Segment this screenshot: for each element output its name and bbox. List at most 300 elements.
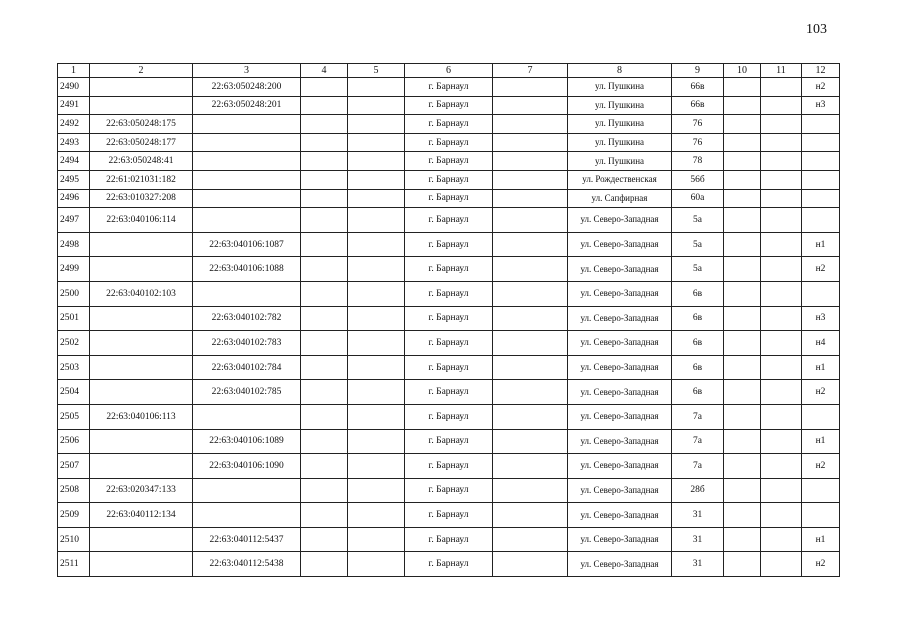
column-header: 10 <box>724 64 761 78</box>
column-10-cell <box>724 552 761 577</box>
column-4-cell <box>301 170 348 189</box>
column-10-cell <box>724 404 761 429</box>
column-5-cell <box>348 189 405 208</box>
column-4-cell <box>301 115 348 134</box>
land-cadastral-cell: 22:61:021031:182 <box>90 170 193 189</box>
column-5-cell <box>348 454 405 479</box>
premise-cell: н2 <box>802 552 840 577</box>
city-cell: г. Барнаул <box>405 404 493 429</box>
column-10-cell <box>724 208 761 233</box>
city-cell: г. Барнаул <box>405 503 493 528</box>
street-cell: ул. Пушкина <box>568 133 672 152</box>
column-11-cell <box>761 355 802 380</box>
premise-cell <box>802 404 840 429</box>
city-cell: г. Барнаул <box>405 208 493 233</box>
column-4-cell <box>301 96 348 115</box>
row-number-cell: 2503 <box>58 355 90 380</box>
street-cell: ул. Северо-Западная <box>568 208 672 233</box>
column-4-cell <box>301 454 348 479</box>
column-7-cell <box>493 96 568 115</box>
premise-cell <box>802 133 840 152</box>
column-5-cell <box>348 152 405 171</box>
premise-cell <box>802 503 840 528</box>
street-cell: ул. Северо-Западная <box>568 232 672 257</box>
row-number-cell: 2497 <box>58 208 90 233</box>
column-11-cell <box>761 552 802 577</box>
column-11-cell <box>761 454 802 479</box>
column-10-cell <box>724 454 761 479</box>
column-header: 2 <box>90 64 193 78</box>
object-cadastral-cell: 22:63:050248:201 <box>193 96 301 115</box>
house-number-cell: 66в <box>672 96 724 115</box>
column-4-cell <box>301 306 348 331</box>
table-row <box>58 78 840 97</box>
premise-cell: н2 <box>802 380 840 405</box>
column-4-cell <box>301 133 348 152</box>
house-number-cell: 31 <box>672 552 724 577</box>
street-cell: ул. Северо-Западная <box>568 454 672 479</box>
house-number-cell: 76 <box>672 133 724 152</box>
row-number-cell: 2499 <box>58 257 90 282</box>
column-5-cell <box>348 478 405 503</box>
street-cell: ул. Северо-Западная <box>568 380 672 405</box>
row-number-cell: 2494 <box>58 152 90 171</box>
street-cell: ул. Северо-Западная <box>568 306 672 331</box>
column-4-cell <box>301 404 348 429</box>
column-4-cell <box>301 380 348 405</box>
table-row <box>58 355 840 380</box>
street-cell: ул. Пушкина <box>568 96 672 115</box>
row-number-cell: 2498 <box>58 232 90 257</box>
table-row <box>58 96 840 115</box>
table-row <box>58 170 840 189</box>
house-number-cell: 5а <box>672 232 724 257</box>
premise-cell <box>802 281 840 306</box>
column-4-cell <box>301 355 348 380</box>
column-11-cell <box>761 281 802 306</box>
object-cadastral-cell: 22:63:040106:1089 <box>193 429 301 454</box>
column-4-cell <box>301 429 348 454</box>
column-5-cell <box>348 232 405 257</box>
street-cell: ул. Северо-Западная <box>568 331 672 356</box>
table-row <box>58 232 840 257</box>
object-cadastral-cell: 22:63:040106:1088 <box>193 257 301 282</box>
object-cadastral-cell: 22:63:040102:785 <box>193 380 301 405</box>
column-7-cell <box>493 78 568 97</box>
row-number-cell: 2511 <box>58 552 90 577</box>
column-10-cell <box>724 78 761 97</box>
column-4-cell <box>301 152 348 171</box>
land-cadastral-cell: 22:63:040112:134 <box>90 503 193 528</box>
table-row <box>58 454 840 479</box>
premise-cell: н2 <box>802 454 840 479</box>
column-5-cell <box>348 281 405 306</box>
table-row <box>58 257 840 282</box>
land-cadastral-cell: 22:63:050248:41 <box>90 152 193 171</box>
column-10-cell <box>724 133 761 152</box>
table-row <box>58 527 840 552</box>
row-number-cell: 2496 <box>58 189 90 208</box>
column-5-cell <box>348 503 405 528</box>
premise-cell: н4 <box>802 331 840 356</box>
object-cadastral-cell <box>193 115 301 134</box>
table-row <box>58 552 840 577</box>
table-row <box>58 478 840 503</box>
house-number-cell: 60а <box>672 189 724 208</box>
column-5-cell <box>348 306 405 331</box>
object-cadastral-cell: 22:63:050248:200 <box>193 78 301 97</box>
land-cadastral-cell <box>90 257 193 282</box>
column-header: 11 <box>761 64 802 78</box>
city-cell: г. Барнаул <box>405 189 493 208</box>
premise-cell: н1 <box>802 355 840 380</box>
row-number-cell: 2507 <box>58 454 90 479</box>
street-cell: ул. Северо-Западная <box>568 404 672 429</box>
column-7-cell <box>493 152 568 171</box>
row-number-cell: 2490 <box>58 78 90 97</box>
column-5-cell <box>348 208 405 233</box>
column-10-cell <box>724 115 761 134</box>
city-cell: г. Барнаул <box>405 281 493 306</box>
premise-cell: н1 <box>802 232 840 257</box>
land-cadastral-cell: 22:63:040106:114 <box>90 208 193 233</box>
row-number-cell: 2500 <box>58 281 90 306</box>
house-number-cell: 78 <box>672 152 724 171</box>
premise-cell <box>802 189 840 208</box>
house-number-cell: 56б <box>672 170 724 189</box>
column-10-cell <box>724 96 761 115</box>
row-number-cell: 2493 <box>58 133 90 152</box>
column-10-cell <box>724 232 761 257</box>
column-4-cell <box>301 527 348 552</box>
row-number-cell: 2495 <box>58 170 90 189</box>
street-cell: ул. Пушкина <box>568 78 672 97</box>
city-cell: г. Барнаул <box>405 306 493 331</box>
column-7-cell <box>493 208 568 233</box>
object-cadastral-cell: 22:63:040102:782 <box>193 306 301 331</box>
street-cell: ул. Северо-Западная <box>568 503 672 528</box>
table-row <box>58 189 840 208</box>
object-cadastral-cell: 22:63:040102:783 <box>193 331 301 356</box>
house-number-cell: 6в <box>672 355 724 380</box>
column-5-cell <box>348 170 405 189</box>
column-10-cell <box>724 257 761 282</box>
city-cell: г. Барнаул <box>405 454 493 479</box>
column-10-cell <box>724 478 761 503</box>
table-row <box>58 331 840 356</box>
column-10-cell <box>724 281 761 306</box>
column-11-cell <box>761 78 802 97</box>
column-11-cell <box>761 257 802 282</box>
column-7-cell <box>493 170 568 189</box>
column-11-cell <box>761 527 802 552</box>
object-cadastral-cell: 22:63:040106:1087 <box>193 232 301 257</box>
land-cadastral-cell <box>90 331 193 356</box>
land-cadastral-cell <box>90 355 193 380</box>
column-10-cell <box>724 306 761 331</box>
table-row <box>58 281 840 306</box>
land-cadastral-cell <box>90 78 193 97</box>
column-5-cell <box>348 133 405 152</box>
object-cadastral-cell <box>193 281 301 306</box>
column-5-cell <box>348 96 405 115</box>
object-cadastral-cell: 22:63:040106:1090 <box>193 454 301 479</box>
city-cell: г. Барнаул <box>405 527 493 552</box>
city-cell: г. Барнаул <box>405 232 493 257</box>
row-number-cell: 2492 <box>58 115 90 134</box>
column-5-cell <box>348 429 405 454</box>
object-cadastral-cell <box>193 170 301 189</box>
column-11-cell <box>761 133 802 152</box>
city-cell: г. Барнаул <box>405 257 493 282</box>
house-number-cell: 7а <box>672 454 724 479</box>
land-cadastral-cell <box>90 96 193 115</box>
page-number: 103 <box>806 22 827 37</box>
street-cell: ул. Северо-Западная <box>568 478 672 503</box>
column-header: 9 <box>672 64 724 78</box>
column-5-cell <box>348 527 405 552</box>
city-cell: г. Барнаул <box>405 380 493 405</box>
row-number-cell: 2504 <box>58 380 90 405</box>
column-10-cell <box>724 380 761 405</box>
table-row <box>58 152 840 171</box>
premise-cell: н3 <box>802 96 840 115</box>
column-4-cell <box>301 78 348 97</box>
column-header: 1 <box>58 64 90 78</box>
column-7-cell <box>493 503 568 528</box>
land-cadastral-cell: 22:63:040102:103 <box>90 281 193 306</box>
object-cadastral-cell <box>193 503 301 528</box>
city-cell: г. Барнаул <box>405 152 493 171</box>
column-7-cell <box>493 404 568 429</box>
object-cadastral-cell: 22:63:040112:5437 <box>193 527 301 552</box>
column-7-cell <box>493 454 568 479</box>
street-cell: ул. Северо-Западная <box>568 257 672 282</box>
column-4-cell <box>301 281 348 306</box>
column-4-cell <box>301 503 348 528</box>
column-11-cell <box>761 429 802 454</box>
column-11-cell <box>761 380 802 405</box>
column-11-cell <box>761 331 802 356</box>
land-cadastral-cell <box>90 232 193 257</box>
column-10-cell <box>724 429 761 454</box>
column-4-cell <box>301 189 348 208</box>
land-cadastral-cell: 22:63:050248:177 <box>90 133 193 152</box>
object-cadastral-cell <box>193 404 301 429</box>
column-4-cell <box>301 257 348 282</box>
column-7-cell <box>493 281 568 306</box>
table-row <box>58 115 840 134</box>
street-cell: ул. Пушкина <box>568 152 672 171</box>
column-10-cell <box>724 170 761 189</box>
column-header: 6 <box>405 64 493 78</box>
column-5-cell <box>348 257 405 282</box>
premise-cell: н1 <box>802 429 840 454</box>
object-cadastral-cell <box>193 152 301 171</box>
column-7-cell <box>493 478 568 503</box>
column-11-cell <box>761 478 802 503</box>
column-7-cell <box>493 331 568 356</box>
object-cadastral-cell <box>193 133 301 152</box>
column-header: 4 <box>301 64 348 78</box>
city-cell: г. Барнаул <box>405 115 493 134</box>
city-cell: г. Барнаул <box>405 331 493 356</box>
column-5-cell <box>348 404 405 429</box>
column-10-cell <box>724 189 761 208</box>
land-cadastral-cell: 22:63:040106:113 <box>90 404 193 429</box>
premise-cell <box>802 152 840 171</box>
column-11-cell <box>761 232 802 257</box>
column-5-cell <box>348 115 405 134</box>
house-number-cell: 6в <box>672 306 724 331</box>
land-cadastral-cell <box>90 380 193 405</box>
header-row <box>58 64 840 78</box>
table-row <box>58 133 840 152</box>
city-cell: г. Барнаул <box>405 133 493 152</box>
column-7-cell <box>493 232 568 257</box>
row-number-cell: 2510 <box>58 527 90 552</box>
land-cadastral-cell: 22:63:050248:175 <box>90 115 193 134</box>
column-10-cell <box>724 355 761 380</box>
house-number-cell: 76 <box>672 115 724 134</box>
column-5-cell <box>348 355 405 380</box>
row-number-cell: 2505 <box>58 404 90 429</box>
object-cadastral-cell <box>193 478 301 503</box>
column-11-cell <box>761 306 802 331</box>
object-cadastral-cell <box>193 189 301 208</box>
street-cell: ул. Рождественская <box>568 170 672 189</box>
street-cell: ул. Северо-Западная <box>568 355 672 380</box>
street-cell: ул. Северо-Западная <box>568 281 672 306</box>
land-cadastral-cell <box>90 429 193 454</box>
object-cadastral-cell: 22:63:040112:5438 <box>193 552 301 577</box>
column-5-cell <box>348 380 405 405</box>
column-4-cell <box>301 552 348 577</box>
street-cell: ул. Северо-Западная <box>568 527 672 552</box>
premise-cell: н3 <box>802 306 840 331</box>
premise-cell: н2 <box>802 257 840 282</box>
registry-table <box>57 63 840 577</box>
column-10-cell <box>724 503 761 528</box>
column-7-cell <box>493 355 568 380</box>
house-number-cell: 31 <box>672 527 724 552</box>
house-number-cell: 6в <box>672 281 724 306</box>
premise-cell <box>802 208 840 233</box>
column-4-cell <box>301 478 348 503</box>
row-number-cell: 2506 <box>58 429 90 454</box>
table-row <box>58 404 840 429</box>
column-11-cell <box>761 189 802 208</box>
land-cadastral-cell <box>90 527 193 552</box>
land-cadastral-cell <box>90 306 193 331</box>
column-10-cell <box>724 527 761 552</box>
column-11-cell <box>761 404 802 429</box>
column-11-cell <box>761 152 802 171</box>
house-number-cell: 5а <box>672 257 724 282</box>
column-11-cell <box>761 96 802 115</box>
column-7-cell <box>493 527 568 552</box>
column-7-cell <box>493 133 568 152</box>
column-7-cell <box>493 115 568 134</box>
column-4-cell <box>301 232 348 257</box>
column-4-cell <box>301 208 348 233</box>
row-number-cell: 2491 <box>58 96 90 115</box>
row-number-cell: 2501 <box>58 306 90 331</box>
column-4-cell <box>301 331 348 356</box>
city-cell: г. Барнаул <box>405 78 493 97</box>
premise-cell <box>802 478 840 503</box>
premise-cell <box>802 170 840 189</box>
premise-cell: н2 <box>802 78 840 97</box>
row-number-cell: 2508 <box>58 478 90 503</box>
street-cell: ул. Северо-Западная <box>568 552 672 577</box>
house-number-cell: 28б <box>672 478 724 503</box>
column-5-cell <box>348 552 405 577</box>
column-header: 3 <box>193 64 301 78</box>
land-cadastral-cell: 22:63:010327:208 <box>90 189 193 208</box>
city-cell: г. Барнаул <box>405 355 493 380</box>
object-cadastral-cell <box>193 208 301 233</box>
table-row <box>58 306 840 331</box>
street-cell: ул. Северо-Западная <box>568 429 672 454</box>
house-number-cell: 6в <box>672 380 724 405</box>
city-cell: г. Барнаул <box>405 552 493 577</box>
column-5-cell <box>348 331 405 356</box>
column-7-cell <box>493 380 568 405</box>
city-cell: г. Барнаул <box>405 478 493 503</box>
table-row <box>58 380 840 405</box>
column-11-cell <box>761 208 802 233</box>
column-7-cell <box>493 552 568 577</box>
column-header: 8 <box>568 64 672 78</box>
street-cell: ул. Сапфирная <box>568 189 672 208</box>
city-cell: г. Барнаул <box>405 96 493 115</box>
column-7-cell <box>493 306 568 331</box>
column-header: 12 <box>802 64 840 78</box>
object-cadastral-cell: 22:63:040102:784 <box>193 355 301 380</box>
column-header: 5 <box>348 64 405 78</box>
land-cadastral-cell <box>90 454 193 479</box>
house-number-cell: 31 <box>672 503 724 528</box>
street-cell: ул. Пушкина <box>568 115 672 134</box>
premise-cell <box>802 115 840 134</box>
column-10-cell <box>724 152 761 171</box>
column-7-cell <box>493 189 568 208</box>
table-row <box>58 208 840 233</box>
house-number-cell: 7а <box>672 429 724 454</box>
row-number-cell: 2509 <box>58 503 90 528</box>
land-cadastral-cell: 22:63:020347:133 <box>90 478 193 503</box>
column-11-cell <box>761 503 802 528</box>
row-number-cell: 2502 <box>58 331 90 356</box>
house-number-cell: 6в <box>672 331 724 356</box>
house-number-cell: 7а <box>672 404 724 429</box>
table-row <box>58 503 840 528</box>
premise-cell: н1 <box>802 527 840 552</box>
land-cadastral-cell <box>90 552 193 577</box>
house-number-cell: 66в <box>672 78 724 97</box>
column-11-cell <box>761 115 802 134</box>
column-7-cell <box>493 429 568 454</box>
city-cell: г. Барнаул <box>405 429 493 454</box>
column-header: 7 <box>493 64 568 78</box>
column-7-cell <box>493 257 568 282</box>
column-5-cell <box>348 78 405 97</box>
house-number-cell: 5а <box>672 208 724 233</box>
table-row <box>58 429 840 454</box>
column-11-cell <box>761 170 802 189</box>
city-cell: г. Барнаул <box>405 170 493 189</box>
